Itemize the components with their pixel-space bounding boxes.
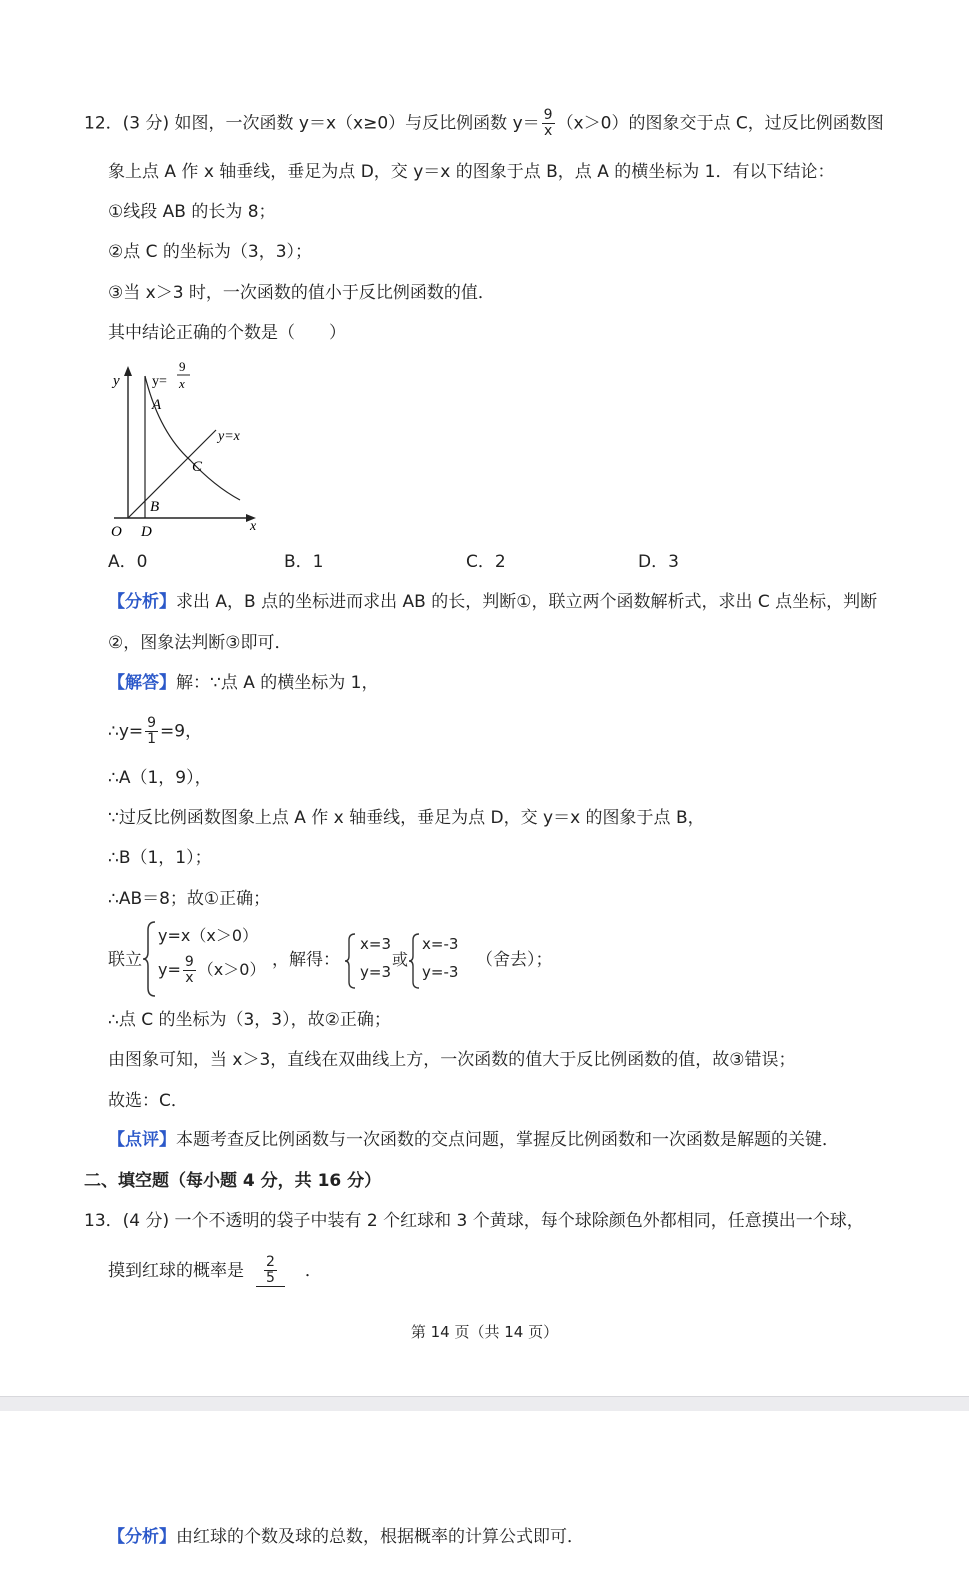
q13-answer-fraction: $\frac{2}{5}$	[256, 1255, 285, 1287]
q12-conclusion-2: ②点 C 的坐标为（3，3）；	[108, 242, 313, 262]
x-axis-label: x	[250, 519, 257, 534]
page2-analysis-tag: 【分析】	[108, 1527, 176, 1547]
line-y-equals-x	[128, 430, 216, 518]
system-eq1: y=x（x＞0）	[158, 926, 258, 945]
left-brace-icon	[408, 932, 422, 990]
solution-fraction: $\frac{9}{1}$	[147, 715, 157, 747]
solution-line4: ∵过反比例函数图象上点 A 作 x 轴垂线，垂足为点 D，交 y＝x 的图象于点 B，	[108, 808, 705, 828]
analysis-line2: ②，图象法判断③即可．	[108, 633, 292, 653]
q12-conclusion-1: ①线段 AB 的长为 8；	[108, 202, 276, 222]
q12-conclusion-3: ③当 x＞3 时，一次函数的值小于反比例函数的值．	[108, 283, 495, 303]
q13-stem: 13．(4 分) 一个不透明的袋子中装有 2 个红球和 3 个黄球，每个球除颜色外都相同，任意摸出一个球，	[84, 1211, 864, 1231]
solution-line5: ∴B（1，1）；	[108, 848, 212, 868]
page-footer: 第 14 页（共 14 页）	[410, 1323, 559, 1341]
origin-label: O	[111, 524, 122, 540]
analysis-tag: 【分析】	[108, 592, 176, 612]
q12-stem-line1: 12．(3 分) 如图，一次函数 y＝x（x≥0）与反比例函数 y＝ $\frac{9}{x}$ （x＞0）的图象交于点 C，过反比例函数图	[84, 107, 884, 139]
q13-line2: 摸到红球的概率是 $\frac{2}{5}$ ．	[108, 1254, 322, 1286]
point-A-label: A	[152, 397, 162, 413]
solution-line3: ∴A（1，9），	[108, 768, 212, 788]
page-separator	[0, 1396, 969, 1411]
solution2-x: x=-3	[422, 935, 459, 953]
solution2-y: y=-3	[422, 963, 459, 981]
option-b: B．1	[284, 552, 324, 572]
solution-line10: 故选：C．	[108, 1091, 188, 1111]
page2-analysis-line: 【分析】由红球的个数及球的总数，根据概率的计算公式即可．	[108, 1527, 584, 1547]
system-prefix: 联立	[108, 950, 142, 970]
left-brace-icon	[142, 920, 158, 998]
option-c: C．2	[466, 552, 506, 572]
y-axis-label: y	[113, 373, 120, 389]
line-label: y=x	[218, 429, 240, 444]
function-graph-figure	[104, 354, 274, 544]
solution-line2: ∴y= $\frac{9}{1}$ =9，	[108, 715, 203, 747]
q12-stem-line2: 象上点 A 作 x 轴垂线，垂足为点 D，交 y＝x 的图象于点 B，点 A 的横坐标为 1．有以下结论：	[108, 162, 835, 182]
hyperbola-label-den: x	[179, 376, 185, 391]
option-a: A．0	[108, 552, 148, 572]
review-line: 【点评】本题考查反比例函数与一次函数的交点问题，掌握反比例函数和一次函数是解题的关键．	[108, 1130, 839, 1150]
analysis-line1: 【分析】求出 A，B 点的坐标进而求出 AB 的长，判断①，联立两个函数解析式，求出 C 点坐标，判断	[108, 592, 878, 612]
document-page-15	[0, 1411, 969, 1572]
discard-note: （舍去）；	[476, 950, 553, 970]
review-tag: 【点评】	[108, 1130, 176, 1150]
point-C-label: C	[192, 459, 203, 475]
y-axis-arrow	[124, 366, 132, 376]
solution-line9: 由图象可知，当 x＞3，直线在双曲线上方，一次函数的值大于反比例函数的值，故③错误；	[108, 1050, 796, 1070]
point-D-label: D	[141, 524, 152, 540]
system-eq2: y= $\frac{9}{x}$ （x＞0）	[158, 954, 266, 986]
or-word: 或	[392, 950, 409, 969]
hyperbola-label-num: 9	[179, 359, 186, 374]
system-solve-label: ，解得：	[272, 950, 340, 970]
solution1-x: x=3	[360, 935, 391, 953]
section-heading: 二、填空题（每小题 4 分，共 16 分）	[84, 1171, 382, 1191]
solution-line8: ∴点 C 的坐标为（3，3），故②正确；	[108, 1010, 391, 1030]
hyperbola-label-lhs: y=	[152, 374, 167, 389]
solution-tag: 【解答】	[108, 673, 176, 693]
solution1-y: y=3	[360, 963, 391, 981]
left-brace-icon	[344, 932, 358, 990]
solution-line1: 【解答】解：∵点 A 的横坐标为 1，	[108, 673, 379, 693]
q12-question: 其中结论正确的个数是（ ）	[108, 323, 346, 343]
solution-line6: ∴AB＝8；故①正确；	[108, 889, 271, 909]
q12-fraction: $\frac{9}{x}$	[543, 107, 553, 139]
option-d: D．3	[638, 552, 679, 572]
point-B-label: B	[150, 499, 160, 515]
